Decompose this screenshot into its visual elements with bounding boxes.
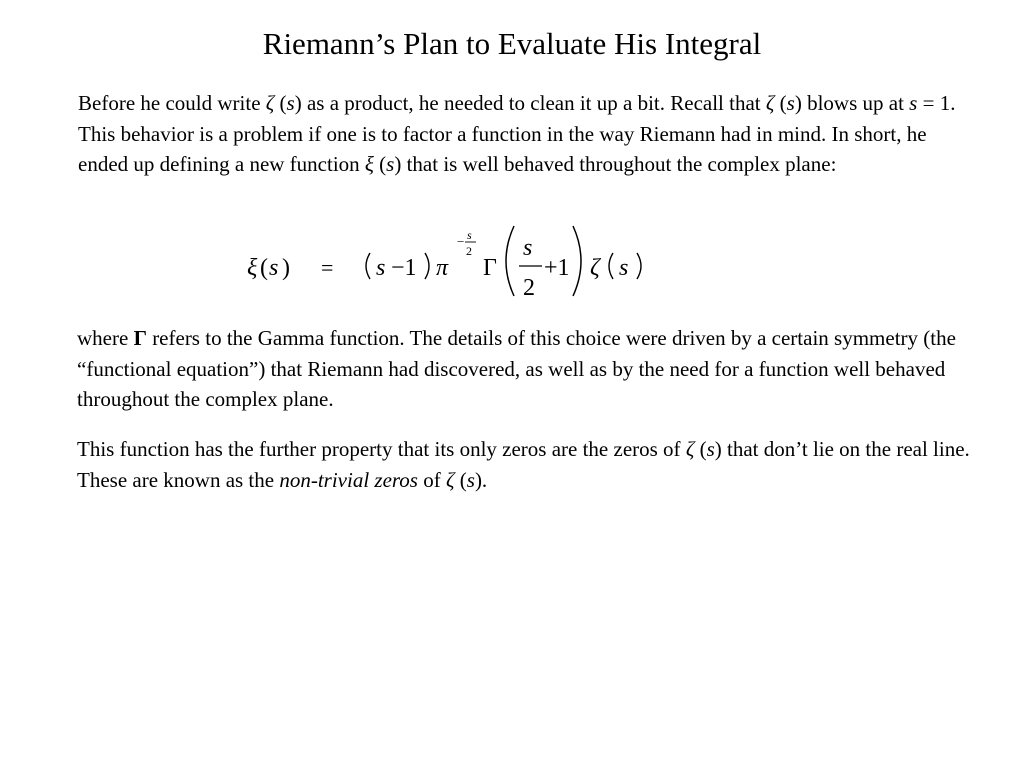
text: ) that is well behaved throughout the complex plane: — [394, 152, 837, 176]
right-big-paren — [573, 226, 581, 296]
text: ) blows up at — [794, 91, 910, 115]
variable-s: s — [286, 91, 295, 115]
equals-sign: = — [321, 255, 334, 280]
lhs-close-paren: ) — [282, 255, 290, 281]
xi-definition-equation — [245, 222, 665, 302]
right-paren-2 — [637, 253, 641, 279]
gamma-symbol: Γ — [133, 326, 147, 350]
text: ) as a product, he needed to clean it up a bit. Recall that — [294, 91, 766, 115]
text: ). — [474, 467, 488, 492]
gamma-symbol: Γ — [483, 255, 497, 281]
zeros-paragraph — [77, 434, 997, 495]
text: This function has the further property that its only zeros are the zeros of — [77, 437, 686, 461]
text: Before he could write — [78, 91, 266, 115]
text: where — [77, 326, 134, 350]
exponent-minus: − — [457, 234, 465, 249]
text: of — [417, 467, 446, 492]
text: refers to the Gamma function. The details of this choice were driven by a certain symmetry (the “functional equation”) that Riemann had discovered, as well as by the need for a function well behaved throughout the complex plane. — [77, 326, 956, 411]
variable-s: s — [786, 91, 795, 115]
left-paren-2 — [609, 253, 613, 279]
variable-s: s — [706, 437, 715, 461]
factor-s: s — [376, 255, 386, 281]
exponent-numerator: s — [467, 228, 472, 242]
equation-svg — [245, 222, 665, 302]
right-paren-1 — [425, 253, 429, 279]
fraction-denominator: 2 — [523, 275, 535, 301]
pi-symbol: π — [436, 255, 449, 281]
left-big-paren — [506, 226, 514, 296]
zeta-symbol: ζ — [265, 91, 275, 115]
left-paren-1 — [366, 253, 370, 279]
zeta-symbol: ζ — [590, 255, 600, 281]
slide-title: Riemann’s Plan to Evaluate His Integral — [262, 26, 762, 61]
non-trivial-zeros-term: non-trivial zeros — [279, 467, 418, 492]
xi-symbol: ξ — [364, 152, 374, 176]
lhs-s: s — [269, 255, 279, 281]
text: ( — [373, 152, 387, 176]
text: ) that don’t lie on the real line. These are known as the — [77, 437, 970, 492]
lhs-xi: ξ — [247, 255, 258, 281]
exponent-denominator: 2 — [466, 244, 472, 258]
text: ( — [774, 91, 787, 115]
zeta-symbol: ζ — [685, 437, 695, 461]
variable-s: s — [909, 91, 918, 115]
text: ( — [694, 437, 707, 461]
variable-s: s — [466, 467, 475, 492]
text: ( — [454, 467, 467, 492]
intro-paragraph — [78, 88, 978, 180]
fraction-numerator: s — [523, 235, 533, 261]
gamma-paragraph — [77, 323, 1007, 415]
zeta-symbol: ζ — [445, 467, 455, 492]
variable-s: s — [386, 152, 395, 176]
lhs-open-paren: ( — [260, 255, 268, 281]
plus-one: +1 — [544, 255, 570, 281]
zeta-argument-s: s — [619, 255, 629, 281]
text: = 1. This behavior is a problem if one is to factor a function in the way Riemann had in mind. In short, he ended up defining a new function — [78, 91, 956, 176]
text: ( — [274, 91, 287, 115]
zeta-symbol: ζ — [765, 91, 775, 115]
minus-one: −1 — [391, 255, 417, 281]
